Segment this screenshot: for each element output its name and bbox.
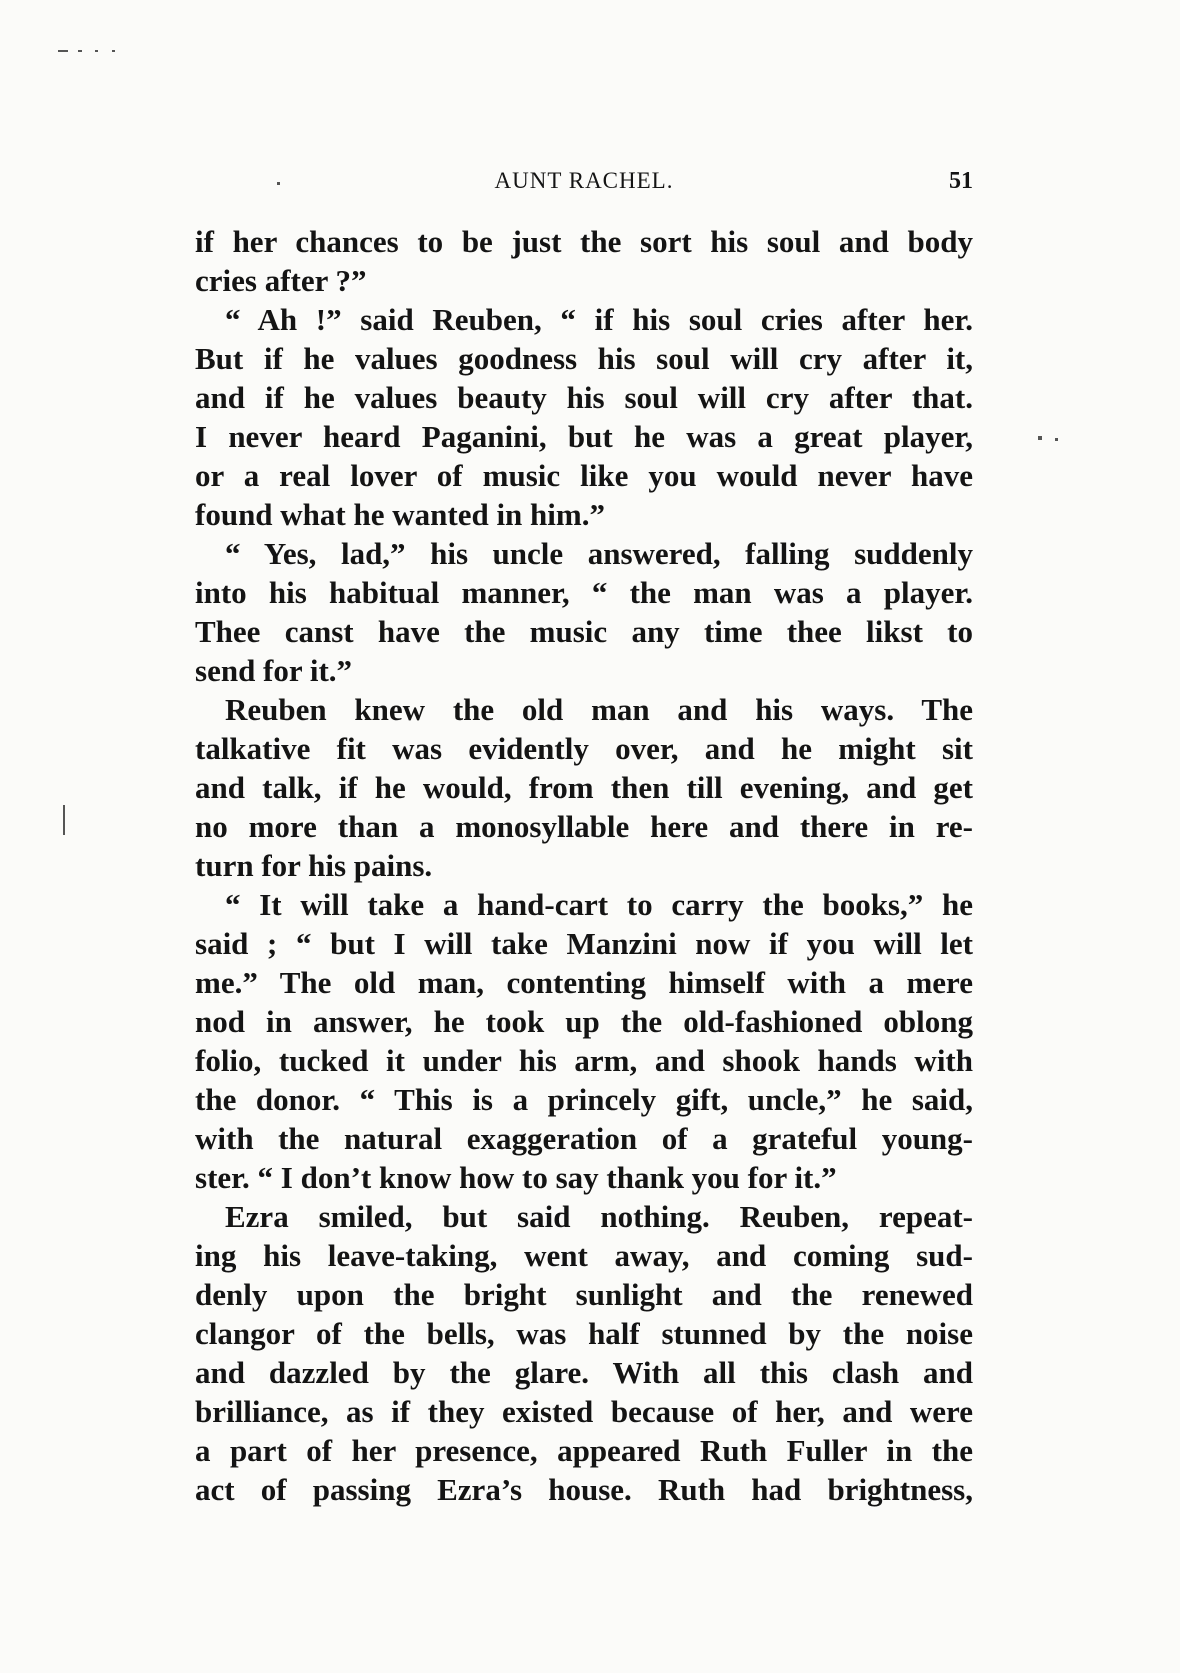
scan-mark [78, 50, 82, 52]
text-line: said ; “ but I will take Manzini now if you will let [195, 926, 973, 961]
text-line: talkative fit was evidently over, and he might sit [195, 731, 973, 766]
text-line: found what he wanted in him.” [195, 497, 605, 532]
page-header [195, 168, 973, 202]
body-text [195, 222, 973, 1509]
text-line: clangor of the bells, was half stunned by the noise [195, 1316, 973, 1351]
text-line: a part of her presence, appeared Ruth Fuller in the [195, 1433, 973, 1468]
text-line: Ezra smiled, but said nothing. Reuben, repeat- [225, 1199, 973, 1234]
text-line: the donor. “ This is a princely gift, uncle,” he said, [195, 1082, 973, 1117]
text-line: “ It will take a hand-cart to carry the books,” he [225, 887, 973, 922]
page-number: 51 [949, 168, 973, 194]
text-line: denly upon the bright sunlight and the renewed [195, 1277, 973, 1312]
running-title: AUNT RACHEL. [494, 168, 674, 193]
text-line: and talk, if he would, from then till evening, and get [195, 770, 973, 805]
text-line: me.” The old man, contenting himself with a mere [195, 965, 973, 1000]
text-line: send for it.” [195, 653, 353, 688]
text-line: I never heard Paganini, but he was a great player, [195, 419, 973, 454]
scan-mark [58, 50, 68, 52]
text-line: nod in answer, he took up the old-fashioned oblong [195, 1004, 973, 1039]
scan-mark [1038, 436, 1042, 440]
scan-mark [1055, 438, 1058, 441]
text-line: brilliance, as if they existed because of her, and were [195, 1394, 973, 1429]
scan-mark [95, 50, 98, 52]
text-line: ster. “ I don’t know how to say thank you for it.” [195, 1160, 837, 1195]
text-line: folio, tucked it under his arm, and shook hands with [195, 1043, 973, 1078]
text-line: and if he values beauty his soul will cry after that. [195, 380, 973, 415]
scan-mark [112, 50, 115, 52]
text-line: or a real lover of music like you would never have [195, 458, 973, 493]
text-line: “ Yes, lad,” his uncle answered, falling suddenly [225, 536, 973, 571]
text-line: into his habitual manner, “ the man was a player. [195, 575, 973, 610]
text-line: with the natural exaggeration of a grateful young- [195, 1121, 973, 1156]
text-line: cries after ?” [195, 263, 367, 298]
text-line: and dazzled by the glare. With all this clash and [195, 1355, 973, 1390]
text-line: act of passing Ezra’s house. Ruth had brightness, [195, 1472, 973, 1507]
text-line: ing his leave-taking, went away, and coming sud- [195, 1238, 973, 1273]
text-line: Thee canst have the music any time thee likst to [195, 614, 973, 649]
text-line: if her chances to be just the sort his soul and body [195, 224, 973, 259]
text-line: But if he values goodness his soul will cry after it, [195, 341, 973, 376]
text-line: Reuben knew the old man and his ways. The [225, 692, 973, 727]
text-line: “ Ah !” said Reuben, “ if his soul cries after her. [225, 302, 973, 337]
text-line: no more than a monosyllable here and there in re- [195, 809, 973, 844]
text-line: turn for his pains. [195, 848, 433, 883]
scan-mark [277, 182, 280, 185]
scan-mark [63, 805, 65, 835]
